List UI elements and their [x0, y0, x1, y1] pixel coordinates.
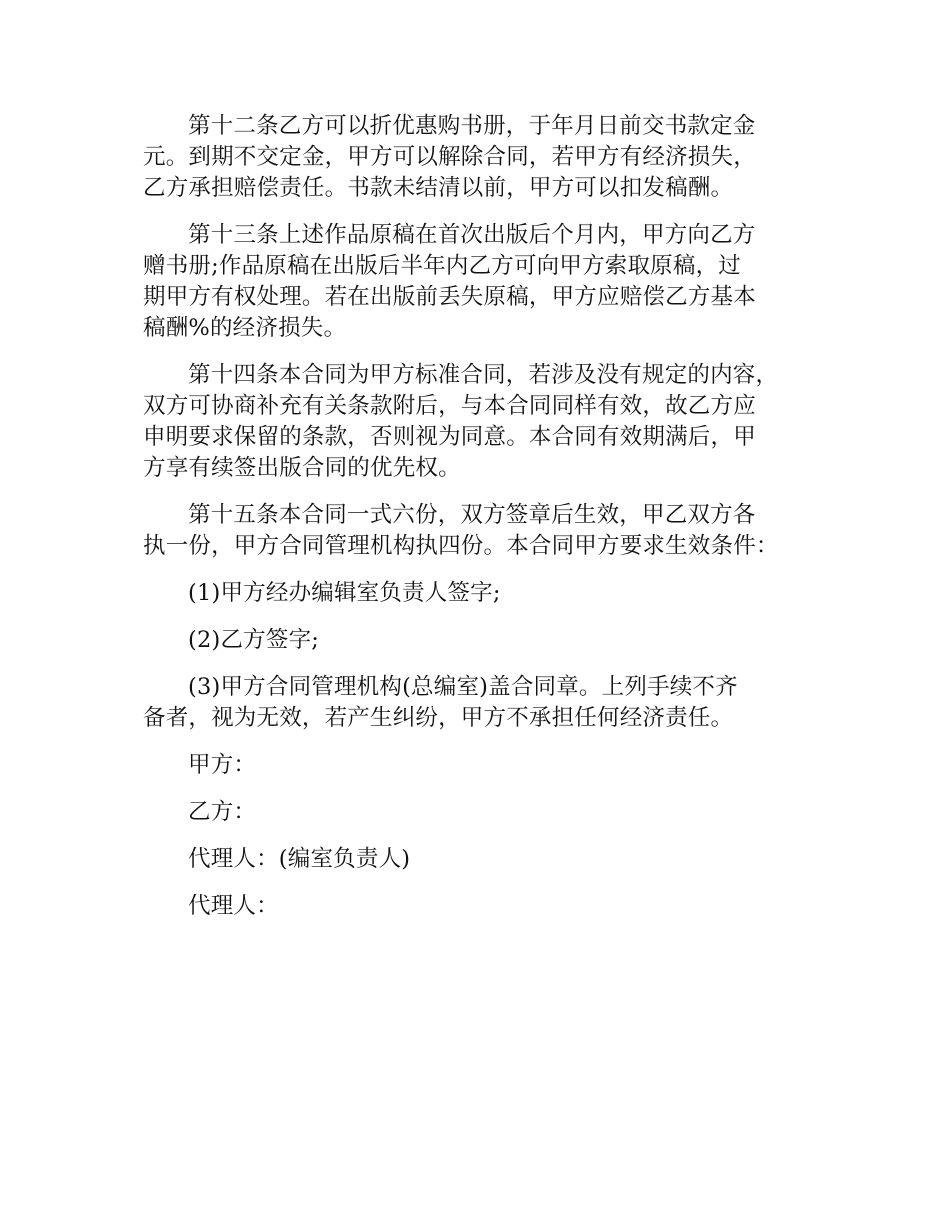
- clause-15-paragraph: 第十五条本合同一式六份，双方签章后生效，甲乙双方各 执一份，甲方合同管理机构执四份。本合同甲方要求生效条件：: [143, 502, 779, 559]
- party-b-signature-line: 乙方：: [188, 799, 257, 825]
- agent-signature-line: 代理人：: [188, 893, 279, 919]
- clause-13-paragraph: 第十三条上述作品原稿在首次出版后个月内，甲方向乙方 赠书册;作品原稿在出版后半年内乙方可向甲方索取原稿，过 期甲方有权处理。若在出版前丢失原稿，甲方应赔偿乙方基本 稿酬%的经济损失。: [143, 222, 756, 341]
- clause-12-paragraph: 第十二条乙方可以折优惠购书册，于年月日前交书款定金 元。到期不交定金，甲方可以解除合同，若甲方有经济损失， 乙方承担赔偿责任。书款未结清以前，甲方可以扣发稿酬。: [143, 113, 756, 201]
- document-body: [143, 111, 813, 938]
- party-a-signature-line: 甲方：: [188, 752, 257, 778]
- condition-2-paragraph: (2)乙方签字;: [188, 627, 320, 653]
- agent-editor-signature-line: 代理人：(编室负责人): [188, 846, 411, 872]
- condition-3-paragraph: (3)甲方合同管理机构(总编室)盖合同章。上列手续不齐 备者，视为无效，若产生纠纷，甲方不承担任何经济责任。: [143, 674, 738, 731]
- condition-1-paragraph: (1)甲方经办编辑室负责人签字;: [188, 580, 501, 606]
- clause-14-paragraph: 第十四条本合同为甲方标准合同，若涉及没有规定的内容， 双方可协商补充有关条款附后，与本合同同样有效，故乙方应 申明要求保留的条款，否则视为同意。本合同有效期满后，甲 方享有续签出版合同的优先权。: [143, 362, 779, 481]
